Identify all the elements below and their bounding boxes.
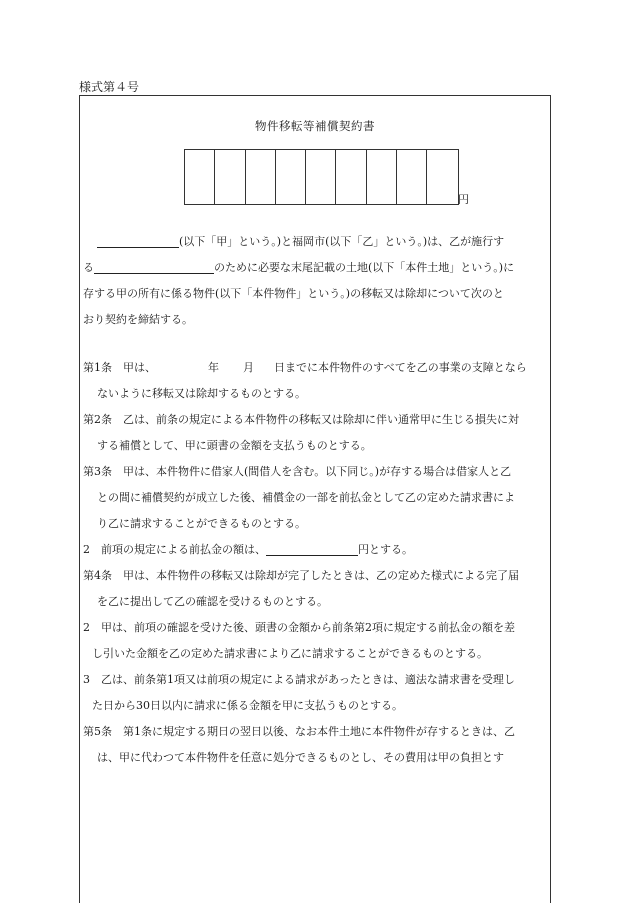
party-a-name-blank[interactable] bbox=[97, 232, 179, 248]
article-1-line-1: 第1条 甲は、 年 月 日までに本件物件のすべてを乙の事業の支障となら bbox=[83, 361, 527, 374]
amount-digit-box[interactable] bbox=[427, 150, 457, 204]
amount-digit-box[interactable] bbox=[276, 150, 306, 204]
amount-digit-box[interactable] bbox=[367, 150, 397, 204]
article-5-line-1: 第5条 第1条に規定する期日の翌日以後、なお本件土地に本件物件が存するときは、乙 bbox=[83, 725, 515, 738]
amount-digit-box[interactable] bbox=[306, 150, 336, 204]
amount-digit-box[interactable] bbox=[246, 150, 276, 204]
amount-digit-box[interactable] bbox=[185, 150, 215, 204]
article-1-line-2: ないように移転又は除却するものとする。 bbox=[97, 387, 306, 400]
preamble-line-2: る のために必要な末尾記載の土地(以下「本件土地」という。)に bbox=[83, 255, 549, 281]
document-title: 物件移転等補償契約書 bbox=[255, 119, 375, 133]
article-5-line-2: は、甲に代わつて本件物件を任意に処分できるものとし、その費用は甲の負担とす bbox=[97, 751, 504, 764]
amount-digit-box[interactable] bbox=[336, 150, 366, 204]
amount-digit-box[interactable] bbox=[215, 150, 245, 204]
article-3-para-2: 2 前項の規定による前払金の額は、 円とする。 bbox=[83, 537, 549, 563]
month-label: 月 bbox=[243, 361, 254, 374]
amount-boxes bbox=[184, 149, 459, 205]
article-3-line-2: との間に補償契約が成立した後、補償金の一部を前払金として乙の定めた請求書によ bbox=[97, 491, 515, 504]
yen-label: 円 bbox=[458, 193, 469, 206]
contract-frame bbox=[79, 95, 551, 903]
amount-digit-box[interactable] bbox=[397, 150, 427, 204]
article-4-line-1: 第4条 甲は、本件物件の移転又は除却が完了したときは、乙の定めた様式による完了届 bbox=[83, 569, 519, 582]
article-3-line-1: 第3条 甲は、本件物件に借家人(間借人を含む。以下同じ。)が存する場合は借家人と乙 bbox=[83, 465, 512, 478]
preamble-line-4: おり契約を締結する。 bbox=[83, 313, 193, 326]
year-label: 年 bbox=[208, 361, 219, 374]
article-4-para-3-line-1: 3 乙は、前条第1項又は前項の規定による請求があったときは、適法な請求書を受理し bbox=[83, 673, 515, 686]
article-4-line-2: を乙に提出して乙の確認を受けるものとする。 bbox=[97, 595, 328, 608]
preamble-line-1: (以下「甲」という。)と福岡市(以下「乙」という。)は、乙が施行す bbox=[83, 229, 549, 255]
advance-payment-blank[interactable] bbox=[266, 540, 358, 556]
article-4-para-2-line-2: し引いた金額を乙の定めた請求書により乙に請求することができるものとする。 bbox=[92, 647, 488, 660]
article-2-line-1: 第2条 乙は、前条の規定による本件物件の移転又は除却に伴い通常甲に生じる損失に対 bbox=[83, 413, 519, 426]
article-4-para-3-line-2: た日から30日以内に請求に係る金額を甲に支払うものとする。 bbox=[92, 699, 403, 712]
form-number: 様式第４号 bbox=[79, 80, 140, 94]
article-4-para-2-line-1: 2 甲は、前項の確認を受けた後、頭書の金額から前条第2項に規定する前払金の額を差 bbox=[83, 621, 515, 634]
project-name-blank[interactable] bbox=[94, 258, 214, 274]
article-2-line-2: する補償として、甲に頭書の金額を支払うものとする。 bbox=[97, 439, 372, 452]
preamble-line-3: 存する甲の所有に係る物件(以下「本件物件」という。)の移転又は除却について次のと bbox=[83, 287, 504, 300]
article-3-line-3: り乙に請求することができるものとする。 bbox=[97, 517, 306, 530]
